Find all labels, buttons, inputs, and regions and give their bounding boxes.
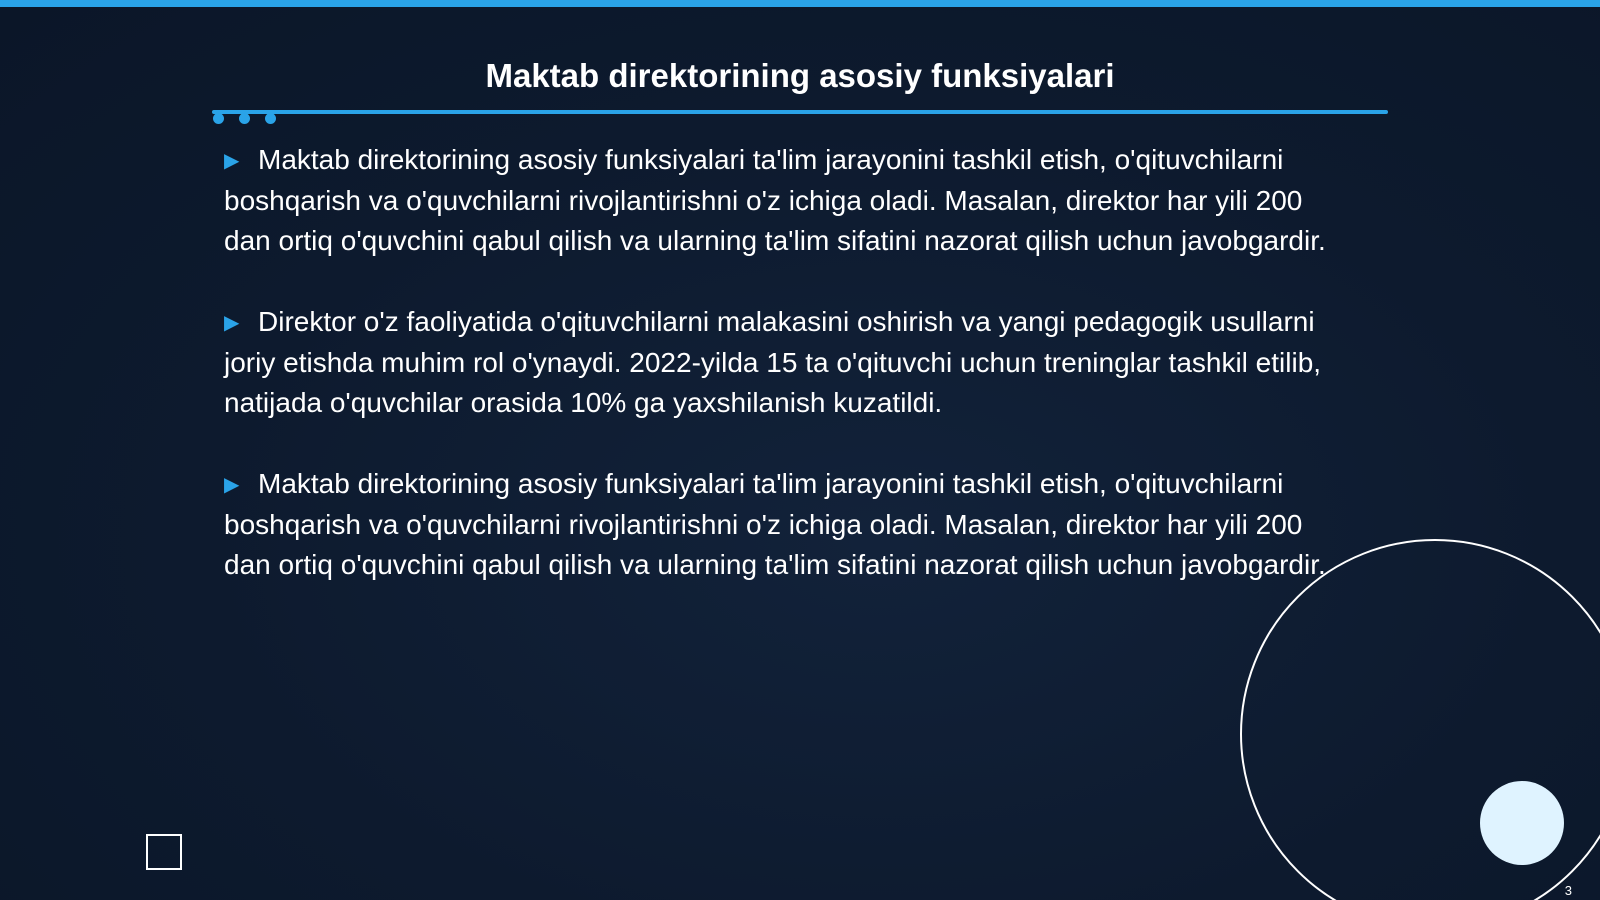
decorative-dot bbox=[239, 113, 250, 124]
bullet-text: Maktab direktorining asosiy funksiyalari ta'lim jarayonini tashkil etish, o'qituvchilarni boshqarish va o'quvchilarni rivojlantirishni o'z ichiga oladi. Masalan, direktor har yili 200 dan ortiq o'quvchini qabul qilish va ularning ta'lim sifatini nazorat qilish uchun javobgardir. bbox=[224, 468, 1326, 580]
bullet-item bbox=[224, 464, 1354, 585]
triangle-bullet-icon: ▶ bbox=[224, 150, 240, 172]
bullet-item bbox=[224, 140, 1354, 261]
decorative-dot bbox=[213, 113, 224, 124]
top-accent-bar bbox=[0, 0, 1600, 7]
decorative-square bbox=[146, 834, 182, 870]
slide-title: Maktab direktorining asosiy funksiyalari bbox=[485, 57, 1115, 94]
bullet-text: Maktab direktorining asosiy funksiyalari ta'lim jarayonini tashkil etish, o'qituvchilarni boshqarish va o'quvchilarni rivojlantirishni o'z ichiga oladi. Masalan, direktor har yili 200 dan ortiq o'quvchini qabul qilish va ularning ta'lim sifatini nazorat qilish uchun javobgardir. bbox=[224, 144, 1326, 256]
triangle-bullet-icon: ▶ bbox=[224, 474, 240, 496]
decorative-dot bbox=[265, 113, 276, 124]
bullet-list bbox=[224, 140, 1354, 626]
page-number: 3 bbox=[1564, 883, 1572, 898]
bullet-item bbox=[224, 302, 1354, 423]
triangle-bullet-icon: ▶ bbox=[224, 312, 240, 334]
decorative-circle-filled bbox=[1480, 781, 1564, 865]
bullet-text: Direktor o'z faoliyatida o'qituvchilarni malakasini oshirish va yangi pedagogik usullarni joriy etishda muhim rol o'ynaydi. 2022-yilda 15 ta o'qituvchi uchun treninglar tashkil etilib, natijada o'quvchilar orasida 10% ga yaxshilanish kuzatildi. bbox=[224, 306, 1322, 418]
title-underline bbox=[212, 110, 1388, 114]
